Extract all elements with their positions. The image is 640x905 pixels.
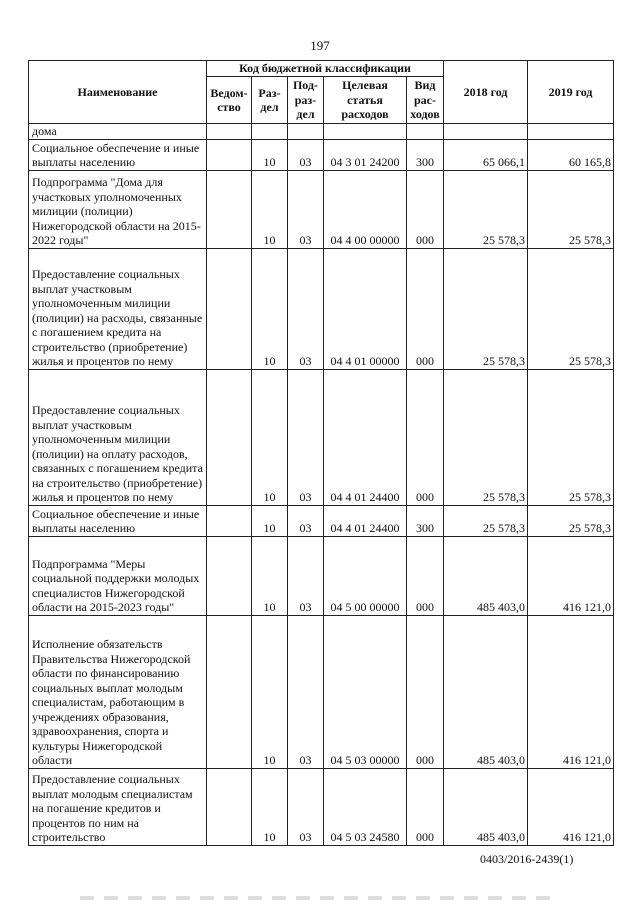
cell-celevaya — [324, 124, 407, 140]
cell-vedomstvo — [207, 505, 252, 536]
cell-razdel: 10 — [252, 505, 288, 536]
cell-2018: 485 403,0 — [444, 615, 528, 768]
col-header-name: Наименование — [29, 61, 207, 124]
cell-2019: 60 165,8 — [528, 139, 614, 170]
col-header-razdel: Раз-дел — [252, 77, 288, 124]
cell-vedomstvo — [207, 615, 252, 768]
cell-2019: 25 578,3 — [528, 170, 614, 248]
cell-name: Предоставление социальных выплат молодым специалистам на погашение кредитов и процентов по ним на строительство — [29, 768, 207, 845]
col-header-vid: Вид рас-ходов — [407, 77, 444, 124]
table-row — [29, 248, 614, 369]
cell-2018: 25 578,3 — [444, 369, 528, 505]
table-row — [29, 139, 614, 170]
cell-razdel — [252, 124, 288, 140]
cell-celevaya: 04 4 01 24400 — [324, 369, 407, 505]
cell-vedomstvo — [207, 536, 252, 615]
cell-name: Социальное обеспечение и иные выплаты населению — [29, 505, 207, 536]
cell-celevaya: 04 5 03 24580 — [324, 768, 407, 845]
budget-table — [28, 60, 614, 846]
cell-2018: 25 578,3 — [444, 170, 528, 248]
cell-vid: 300 — [407, 505, 444, 536]
cell-2019: 25 578,3 — [528, 248, 614, 369]
cell-podrazdel: 03 — [288, 536, 324, 615]
document-code: 0403/2016-2439(1) — [480, 852, 574, 866]
cell-vedomstvo — [207, 369, 252, 505]
table-row — [29, 768, 614, 845]
cell-podrazdel: 03 — [288, 768, 324, 845]
cell-name: Социальное обеспечение и иные выплаты населению — [29, 139, 207, 170]
cell-celevaya: 04 4 01 00000 — [324, 248, 407, 369]
cell-name: Подпрограмма "Меры социальной поддержки молодых специалистов Нижегородской области на 2015-2023 годы" — [29, 536, 207, 615]
cell-vid: 000 — [407, 170, 444, 248]
cell-2018 — [444, 124, 528, 140]
table-row — [29, 170, 614, 248]
scan-bleed-through — [80, 896, 560, 900]
cell-vid: 000 — [407, 536, 444, 615]
cell-2019: 25 578,3 — [528, 369, 614, 505]
cell-vedomstvo — [207, 170, 252, 248]
col-header-vedomstvo: Ведом-ство — [207, 77, 252, 124]
cell-vid: 000 — [407, 615, 444, 768]
cell-2019: 25 578,3 — [528, 505, 614, 536]
cell-2019 — [528, 124, 614, 140]
cell-2019: 416 121,0 — [528, 536, 614, 615]
col-header-celevaya: Целевая статья расходов — [324, 77, 407, 124]
cell-razdel: 10 — [252, 139, 288, 170]
cell-vid — [407, 124, 444, 140]
cell-podrazdel: 03 — [288, 170, 324, 248]
cell-razdel: 10 — [252, 369, 288, 505]
table-row — [29, 536, 614, 615]
cell-vid: 000 — [407, 248, 444, 369]
cell-vid: 000 — [407, 369, 444, 505]
cell-podrazdel: 03 — [288, 615, 324, 768]
col-header-podrazdel: Под-раз-дел — [288, 77, 324, 124]
table-row — [29, 505, 614, 536]
cell-2018: 485 403,0 — [444, 536, 528, 615]
col-header-2019: 2019 год — [528, 61, 614, 124]
col-header-2018: 2018 год — [444, 61, 528, 124]
cell-vedomstvo — [207, 248, 252, 369]
cell-celevaya: 04 5 00 00000 — [324, 536, 407, 615]
table-row — [29, 124, 614, 140]
cell-2019: 416 121,0 — [528, 768, 614, 845]
cell-razdel: 10 — [252, 768, 288, 845]
cell-razdel: 10 — [252, 536, 288, 615]
cell-podrazdel — [288, 124, 324, 140]
cell-vedomstvo — [207, 139, 252, 170]
cell-podrazdel: 03 — [288, 505, 324, 536]
cell-vedomstvo — [207, 124, 252, 140]
cell-celevaya: 04 5 03 00000 — [324, 615, 407, 768]
cell-2018: 25 578,3 — [444, 248, 528, 369]
cell-podrazdel: 03 — [288, 139, 324, 170]
cell-name: Исполнение обязательств Правительства Нижегородской области по финансированию социальных выплат молодым специалистам, работающим в учреждениях образования, здравоохранения, спорта и культуры Нижегородской области — [29, 615, 207, 768]
cell-name: Подпрограмма "Дома для участковых уполномоченных милиции (полиции) Нижегородской области на 2015-2022 годы" — [29, 170, 207, 248]
cell-celevaya: 04 4 01 24400 — [324, 505, 407, 536]
table-row — [29, 369, 614, 505]
table-row — [29, 615, 614, 768]
cell-2018: 25 578,3 — [444, 505, 528, 536]
cell-2018: 65 066,1 — [444, 139, 528, 170]
cell-razdel: 10 — [252, 248, 288, 369]
col-header-code-group: Код бюджетной классификации — [207, 61, 444, 77]
cell-2019: 416 121,0 — [528, 615, 614, 768]
page-number: 197 — [310, 38, 330, 53]
cell-podrazdel: 03 — [288, 369, 324, 505]
cell-celevaya: 04 3 01 24200 — [324, 139, 407, 170]
cell-2018: 485 403,0 — [444, 768, 528, 845]
cell-name: Предоставление социальных выплат участковым уполномоченным милиции (полиции) на оплату расходов, связанных с погашением кредита на строительство (приобретение) жилья и процентов по нему — [29, 369, 207, 505]
cell-vid: 300 — [407, 139, 444, 170]
cell-name: дома — [29, 124, 207, 140]
cell-razdel: 10 — [252, 170, 288, 248]
cell-podrazdel: 03 — [288, 248, 324, 369]
cell-name: Предоставление социальных выплат участковым уполномоченным милиции (полиции) на расходы, связанные с погашением кредита на строительство (приобретение) жилья и процентов по нему — [29, 248, 207, 369]
cell-vedomstvo — [207, 768, 252, 845]
cell-razdel: 10 — [252, 615, 288, 768]
cell-vid: 000 — [407, 768, 444, 845]
cell-celevaya: 04 4 00 00000 — [324, 170, 407, 248]
